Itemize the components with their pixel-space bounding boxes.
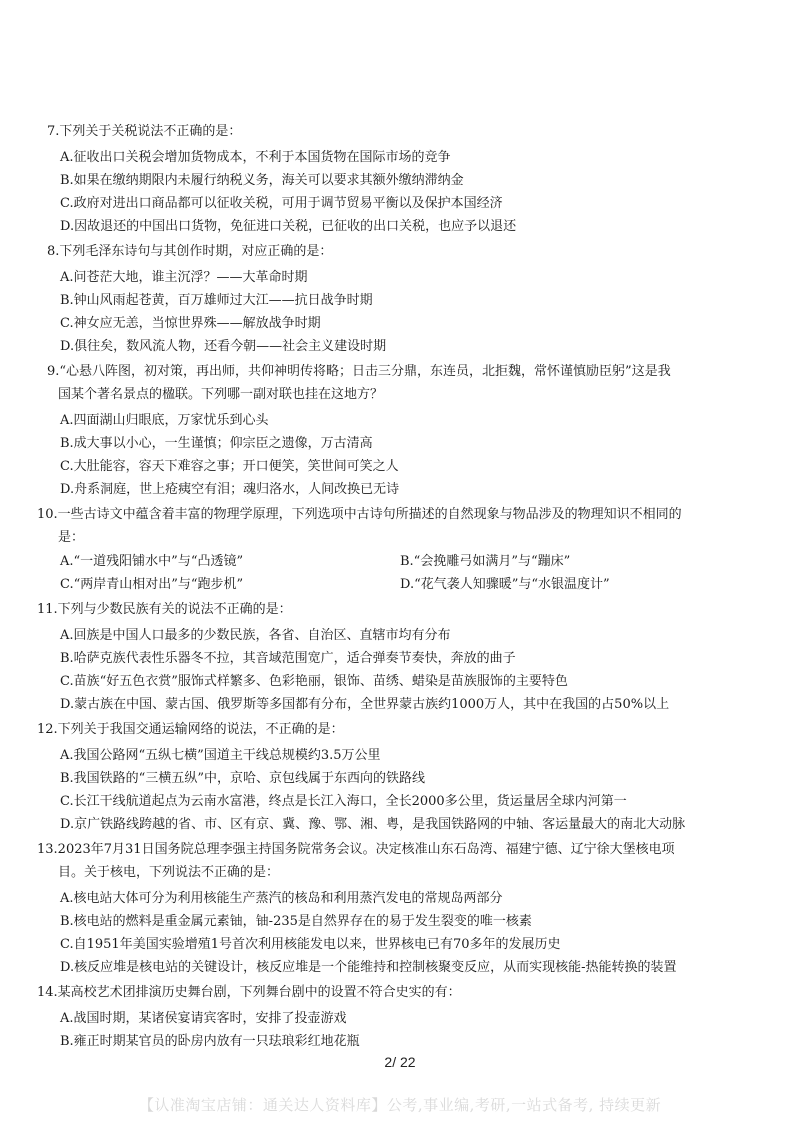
question-12-option-a: A.我国公路网“五纵七横”国道主干线总规模约3.5万公里	[60, 748, 381, 763]
question-7-option-b: B.如果在缴纳期限内未履行纳税义务，海关可以要求其额外缴纳滞纳金	[60, 173, 464, 188]
question-13-option-c: C.自1951年美国实验增殖1号首次利用核能发电以来，世界核电已有70多年的发展历史	[60, 937, 561, 952]
question-9-stem-continued: 国某个著名景点的楹联。下列哪一副对联也挂在这地方？	[58, 387, 384, 402]
question-7-option-a: A.征收出口关税会增加货物成本，不利于本国货物在国际市场的竞争	[60, 150, 451, 165]
question-8-stem: 8.下列毛泽东诗句与其创作时期，对应正确的是：	[47, 244, 333, 259]
question-11-stem: 11.下列与少数民族有关的说法不正确的是：	[37, 602, 292, 617]
question-11-option-c: C.苗族“好五色衣赏”服饰式样繁多、色彩艳丽，银饰、苗绣、蜡染是苗族服饰的主要特色	[60, 674, 568, 689]
question-14-option-a: A.战国时期，某诸侯宴请宾客时，安排了投壶游戏	[60, 1011, 347, 1026]
watermark-text: 【认准淘宝店铺：通关达人资料库】公考,事业编,考研,一站式备考, 持续更新	[138, 1096, 662, 1114]
question-13-option-d: D.核反应堆是核电站的关键设计，核反应堆是一个能维持和控制核聚变反应，从而实现核能-热能转换的装置	[60, 960, 677, 975]
question-10-option-d: D.“花气袭人知骤暖”与“水银温度计”	[400, 577, 610, 592]
question-8-option-b: B.钟山风雨起苍黄，百万雄师过大江——抗日战争时期	[60, 293, 373, 308]
question-7-option-c: C.政府对进出口商品都可以征收关税，可用于调节贸易平衡以及保护本国经济	[60, 196, 503, 211]
question-10-option-b: B.“会挽雕弓如满月”与“蹦床”	[400, 554, 571, 569]
question-8-option-a: A.问苍茫大地，谁主沉浮？——大革命时期	[60, 270, 308, 285]
question-10-option-a: A.“一道残阳铺水中”与“凸透镜”	[60, 554, 244, 569]
question-8-option-c: C.神女应无恙，当惊世界殊——解放战争时期	[60, 316, 321, 331]
question-13-stem-continued: 目。关于核电，下列说法不正确的是：	[58, 865, 280, 880]
question-10-option-c: C.“两岸青山相对出”与“跑步机”	[60, 577, 244, 592]
page-number: 2/ 22	[384, 1054, 416, 1070]
question-13-stem: 13.2023年7月31日国务院总理李强主持国务院常务会议。决定核准山东石岛湾、福建宁德、辽宁徐大堡核电项	[37, 842, 675, 857]
question-8-option-d: D.俱往矣，数风流人物，还看今朝——社会主义建设时期	[60, 339, 387, 354]
question-13-option-b: B.核电站的燃料是重金属元素铀，铀-235是自然界存在的易于发生裂变的唯一核素	[60, 914, 532, 929]
question-7-option-d: D.因故退还的中国出口货物，免征进口关税，已征收的出口关税，也应予以退还	[60, 219, 517, 234]
question-10-stem: 10.一些古诗文中蕴含着丰富的物理学原理，下列选项中古诗句所描述的自然现象与物品涉及的物理知识不相同的	[37, 507, 682, 522]
question-9-option-c: C.大肚能容，容天下难容之事；开口便笑，笑世间可笑之人	[60, 459, 399, 474]
question-10-stem-continued: 是：	[58, 530, 85, 545]
question-11-option-a: A.回族是中国人口最多的少数民族，各省、自治区、直辖市均有分布	[60, 628, 451, 643]
question-12-option-c: C.长江干线航道起点为云南水富港，终点是长江入海口，全长2000多公里，货运量居全球内河第一	[60, 794, 627, 809]
question-7-stem: 7.下列关于关税说法不正确的是：	[47, 124, 242, 139]
question-9-option-d: D.舟系洞庭，世上疮痍空有泪；魂归洛水，人间改换已无诗	[60, 482, 400, 497]
question-11-option-b: B.哈萨克族代表性乐器冬不拉，其音域范围宽广，适合弹奏节奏快，奔放的曲子	[60, 651, 516, 666]
question-12-option-b: B.我国铁路的“三横五纵”中，京哈、京包线属于东西向的铁路线	[60, 771, 425, 786]
question-12-option-d: D.京广铁路线跨越的省、市、区有京、冀、豫、鄂、湘、粤，是我国铁路网的中轴、客运量最大的南北大动脉	[60, 817, 686, 832]
question-9-stem: 9.“心悬八阵图，初对策，再出师，共仰神明传将略；日击三分鼎，东连员，北拒魏，常怀谨慎励臣躬”这是我	[47, 364, 671, 379]
question-12-stem: 12.下列关于我国交通运输网络的说法，不正确的是：	[37, 722, 344, 737]
question-9-option-a: A.四面湖山归眼底，万家忧乐到心头	[60, 413, 269, 428]
question-14-stem: 14.某高校艺术团排演历史舞台剧，下列舞台剧中的设置不符合史实的有：	[37, 985, 461, 1000]
question-14-option-b: B.雍正时期某官员的卧房内放有一只珐琅彩红地花瓶	[60, 1034, 360, 1049]
question-11-option-d: D.蒙古族在中国、蒙古国、俄罗斯等多国都有分布，全世界蒙古族约1000万人，其中在我国的占50%以上	[60, 697, 670, 712]
question-9-option-b: B.成大事以小心，一生谨慎；仰宗臣之遗像，万古清高	[60, 436, 373, 451]
question-13-option-a: A.核电站大体可分为利用核能生产蒸汽的核岛和利用蒸汽发电的常规岛两部分	[60, 891, 503, 906]
